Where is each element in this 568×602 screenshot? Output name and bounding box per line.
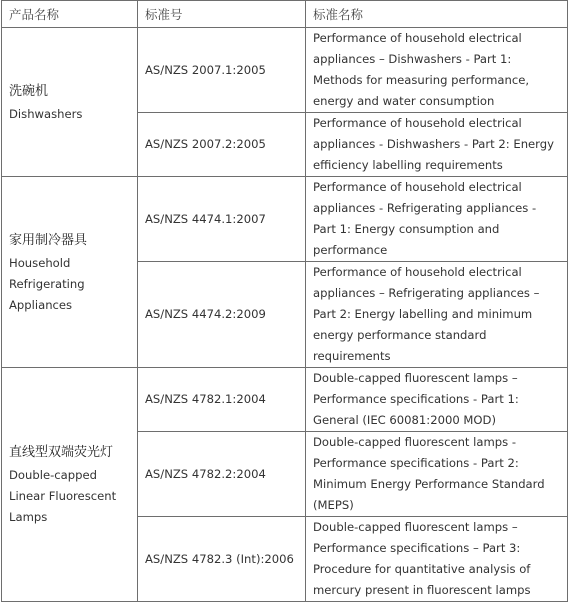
header-standard-title: 标准名称 bbox=[306, 1, 568, 28]
product-name-en: Household Refrigerating Appliances bbox=[9, 255, 85, 312]
standard-number: AS/NZS 2007.2:2005 bbox=[138, 113, 306, 177]
standard-number: AS/NZS 4782.1:2004 bbox=[138, 368, 306, 432]
header-product-name: 产品名称 bbox=[2, 1, 138, 28]
standard-title: Performance of household electrical appliances - Refrigerating appliances - Part 1: Energy consumption and performance bbox=[306, 177, 568, 262]
product-cell-dishwashers bbox=[2, 28, 138, 177]
standard-title: Double-capped fluorescent lamps – Performance specifications - Part 1: General (IEC 60081:2000 MOD) bbox=[306, 368, 568, 432]
standard-title: Performance of household electrical appliances – Refrigerating appliances – Part 2: Energy labelling and minimum energy performance standard requirements bbox=[306, 262, 568, 368]
product-cell-fluorescent-lamps bbox=[2, 368, 138, 602]
standard-title: Double-capped fluorescent lamps – Performance specifications – Part 3: Procedure for quantitative analysis of mercury present in fluorescent lamps bbox=[306, 517, 568, 602]
standard-number: AS/NZS 4782.2:2004 bbox=[138, 432, 306, 517]
product-cell-refrigerating bbox=[2, 177, 138, 368]
standard-number: AS/NZS 4474.1:2007 bbox=[138, 177, 306, 262]
product-name-cn: 直线型双端荧光灯 bbox=[9, 445, 114, 460]
table-row bbox=[2, 368, 568, 432]
standard-number: AS/NZS 4474.2:2009 bbox=[138, 262, 306, 368]
product-name-cn: 家用制冷器具 bbox=[9, 232, 88, 248]
standard-title: Double-capped fluorescent lamps - Performance specifications - Part 2: Minimum Energy Performance Standard (MEPS) bbox=[306, 432, 568, 517]
standard-title: Performance of household electrical appliances - Dishwashers - Part 2: Energy efficiency labelling requirements bbox=[306, 113, 568, 177]
header-standard-number: 标准号 bbox=[138, 1, 306, 28]
standards-table bbox=[1, 0, 568, 602]
product-name-en: Dishwashers bbox=[9, 106, 83, 121]
standard-number: AS/NZS 4782.3 (Int):2006 bbox=[138, 517, 306, 602]
product-name-en: Double-capped Linear Fluorescent Lamps bbox=[9, 468, 117, 524]
product-name-cn: 洗碗机 bbox=[9, 83, 49, 99]
table-row bbox=[2, 177, 568, 262]
standard-title: Performance of household electrical appliances – Dishwashers - Part 1: Methods for measuring performance, energy and water consumption bbox=[306, 28, 568, 113]
header-row bbox=[2, 1, 568, 28]
table-row bbox=[2, 28, 568, 113]
standard-number: AS/NZS 2007.1:2005 bbox=[138, 28, 306, 113]
